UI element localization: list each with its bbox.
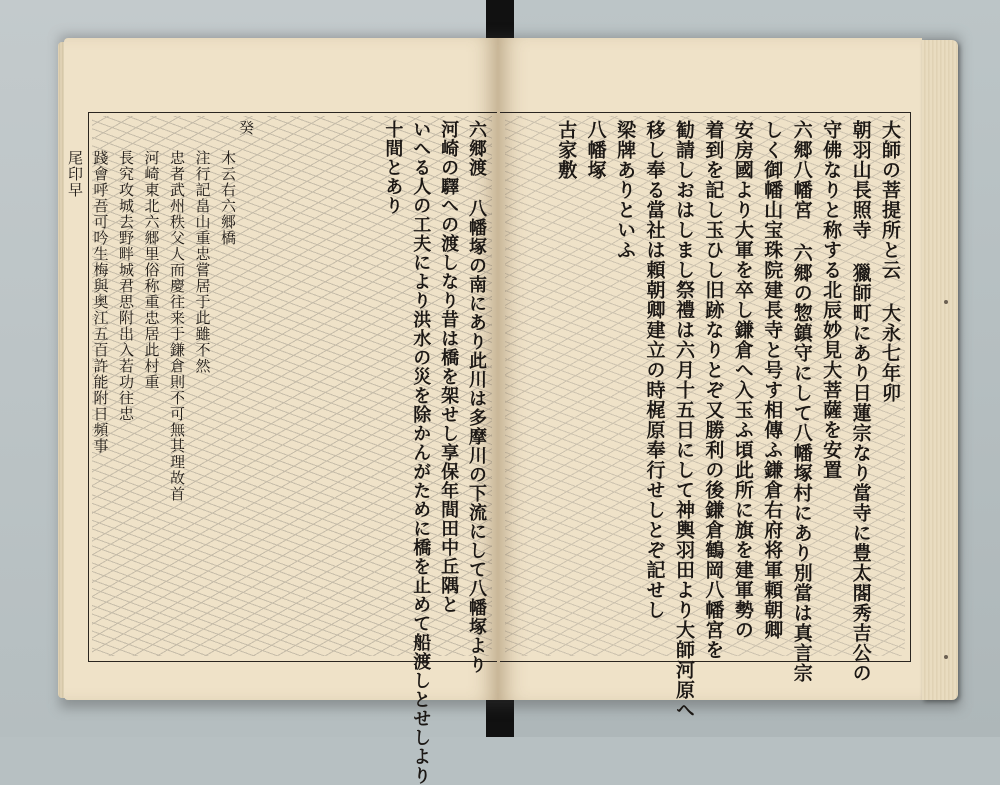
left-page-poem-text: 木云右六郷橋 注行記畠山重忠嘗居于此雖不然 忠者武州秩父人而慶往来于鎌倉則不可無其理故首 河崎東北六郷里俗称重忠居此村重 長究攻城去野畔城君思附出入若功往忠 踐會呼吾可吟生梅與奥江五百許能附日頻事 尾印早 bbox=[66, 150, 237, 502]
left-page-main-text: 六郷渡 八幡塚の南にあり此川は多摩川の下流にして八幡塚より 河崎の驛への渡しなり昔は橋を架せし享保年間田中丘隅と いへる人の工夫により洪水の災を除かんがために橋を止めて船渡しとせしより 十間とあり bbox=[382, 120, 487, 785]
right-page-text: 大師の菩提所と云 大永七年卯 朝羽山長照寺 獵師町にあり日蓮宗なり當寺に豊太閤秀吉公の 守佛なりと称する北辰妙見大菩薩を安置 六郷八幡宮 六郷の惣鎮守にして八幡塚村にあり別當は真言宗 しく御幡山宝珠院建長寺と号す相傳ふ鎌倉右府将軍頼朝卿 安房國より大軍を卒し鎌倉へ入玉ふ頃此所に旗を建軍勢の 着到を記し玉ひし旧跡なりとぞ又勝利の後鎌倉鶴岡八幡宮を 勧請しおはしまし祭禮は六月十五日にして神輿羽田より大師河原へ 移し奉る當社は頼朝卿建立の時梶原奉行せしとぞ記せし 梁牌ありといふ 八幡塚 古家敷 bbox=[555, 120, 901, 720]
binding-hole bbox=[944, 300, 948, 304]
left-page-poem-header: 癸 bbox=[237, 120, 255, 136]
binding-hole bbox=[944, 655, 948, 659]
right-page-fore-edge bbox=[922, 40, 958, 700]
